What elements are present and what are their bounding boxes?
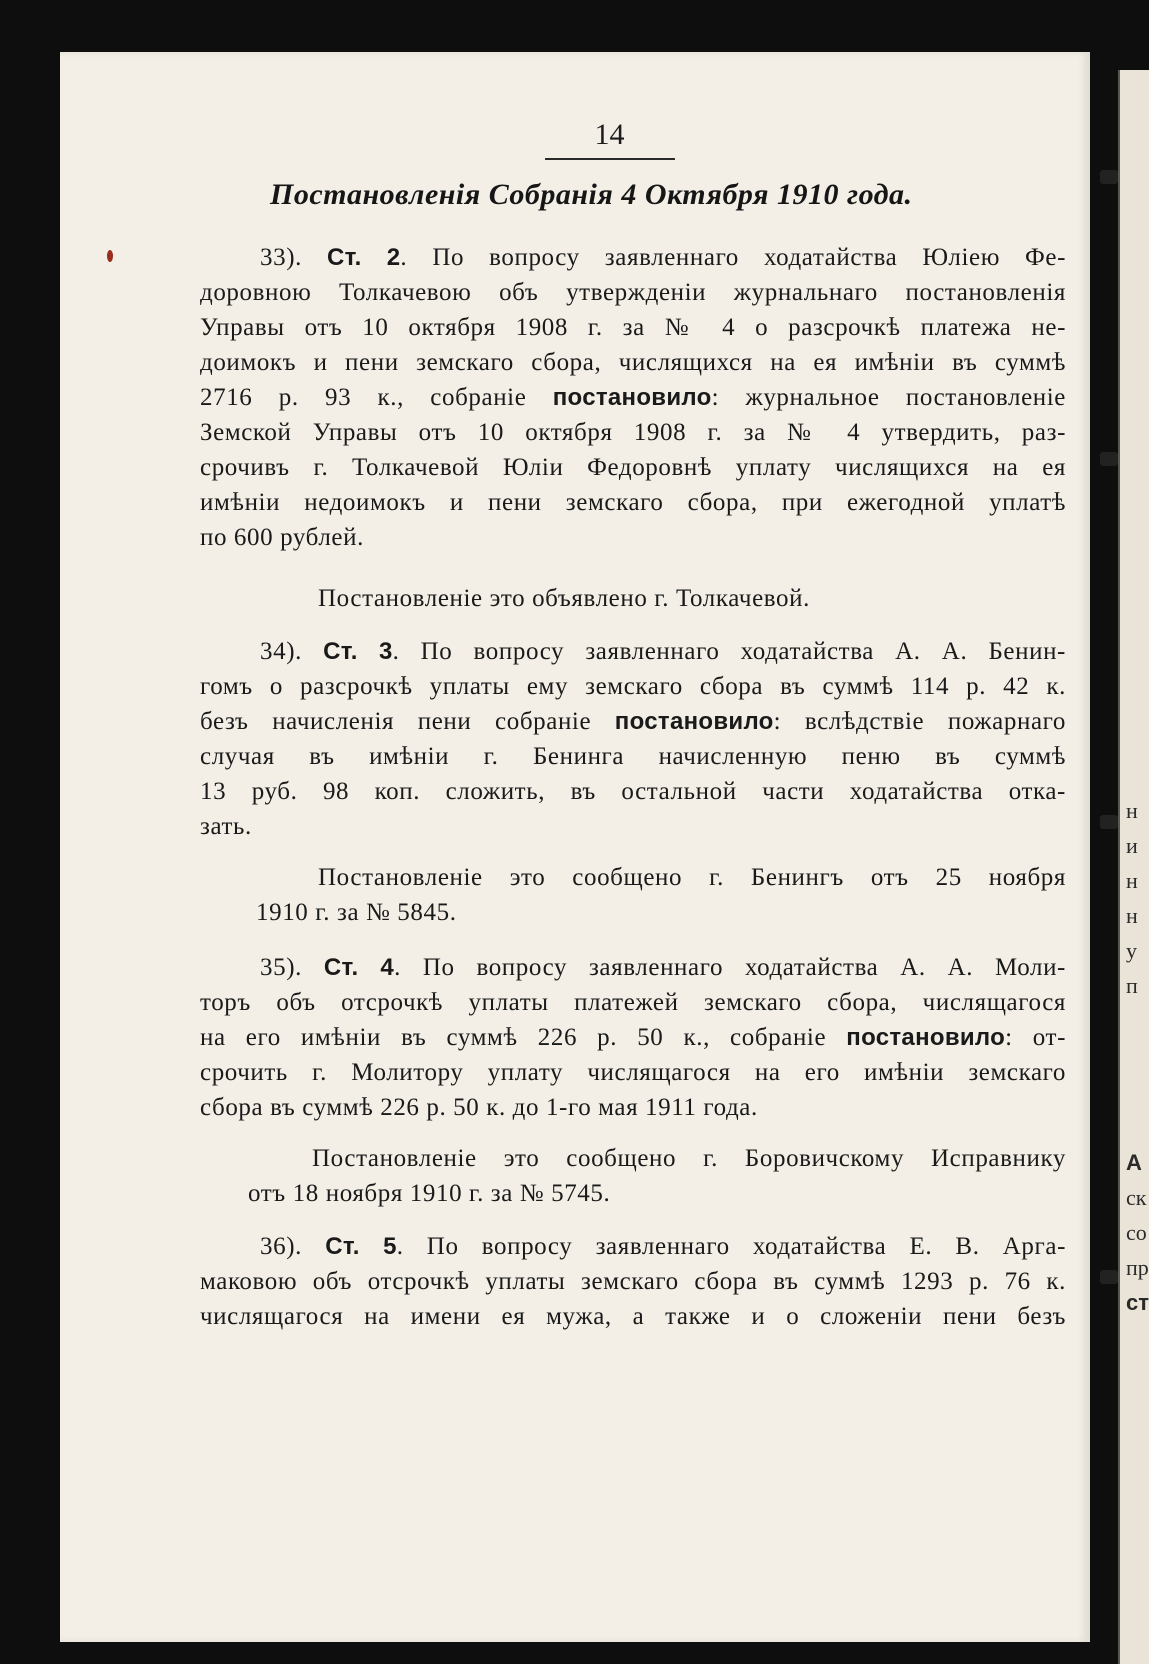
text-line: [200, 1229, 1066, 1264]
text-run: . По вопросу заявленнаго ходатайства Е. В. Арга-: [396, 1233, 1067, 1260]
adjacent-page-edge: [1118, 70, 1149, 1664]
text-run: 33).: [260, 244, 328, 271]
edge-fragment: пр: [1126, 1255, 1149, 1280]
text-line: [200, 240, 1066, 275]
edge-fragment: п: [1126, 973, 1138, 998]
text-line: доровною Толкачевою объ утвержденіи журнальнаго постановленія: [200, 279, 1066, 306]
edge-fragment: и: [1126, 833, 1138, 858]
page-number: 14: [545, 118, 675, 160]
edge-fragment: н: [1126, 798, 1138, 823]
text-run: . По вопросу заявленнаго ходатайства А. А. Моли-: [394, 954, 1066, 981]
binding-mark: [1100, 1270, 1118, 1284]
emphasis-text: постановило: [614, 708, 774, 735]
emphasis-text: Ст. 3: [323, 638, 393, 665]
note-line: Постановленіе это сообщено г. Боровичскому Исправнику: [312, 1145, 1066, 1172]
resolution-item: [200, 634, 1066, 930]
text-run: 35).: [260, 954, 324, 981]
ink-stain: [107, 250, 113, 262]
page-title: Постановленія Собранія 4 Октября 1910 года.: [270, 178, 913, 211]
text-run: 34).: [260, 638, 324, 665]
text-line: числящагося на имени ея мужа, а также и о сложеніи пени безъ: [200, 1303, 1066, 1330]
edge-fragment: ст: [1126, 1290, 1149, 1315]
text-line: гомъ о разсрочкѣ уплаты ему земскаго сбора въ суммѣ 114 р. 42 к.: [200, 673, 1066, 700]
text-line: по 600 рублей.: [200, 524, 364, 551]
resolution-item: [200, 1229, 1066, 1334]
note-line: Постановленіе это сообщено г. Бенингъ отъ 25 ноября: [318, 864, 1066, 891]
text-line: торъ объ отсрочкѣ уплаты платежей земскаго сбора, числящагося: [200, 989, 1066, 1016]
emphasis-text: постановило: [552, 384, 712, 411]
text-line: имѣніи недоимокъ и пени земскаго сбора, при ежегодной уплатѣ: [200, 489, 1066, 516]
edge-fragment: со: [1126, 1220, 1147, 1245]
text-line: зать.: [200, 813, 252, 840]
note-line: 1910 г. за № 5845.: [256, 899, 457, 926]
body-text: [200, 240, 1066, 1334]
text-line: доимокъ и пени земскаго сбора, числящихся на ея имѣніи въ суммѣ: [200, 349, 1066, 376]
text-line: [200, 1020, 1066, 1055]
emphasis-text: Ст. 5: [325, 1233, 397, 1260]
text-line: Управы отъ 10 октября 1908 г. за № 4 о разсрочкѣ платежа не-: [200, 314, 1066, 341]
binding-mark: [1100, 170, 1118, 184]
text-line: [200, 950, 1066, 985]
text-line: сбора въ суммѣ 226 р. 50 к. до 1-го мая 1911 года.: [200, 1094, 758, 1121]
note-line: Постановленіе это объявлено г. Толкачевой.: [318, 585, 810, 612]
text-run: : журнальное постановленіе: [711, 384, 1066, 411]
text-line: Земской Управы отъ 10 октября 1908 г. за № 4 утвердить, раз-: [200, 419, 1066, 446]
text-run: 36).: [260, 1233, 326, 1260]
binding-mark: [1100, 452, 1118, 466]
text-run: на его имѣніи въ суммѣ 226 р. 50 к., собраніе: [200, 1024, 847, 1051]
text-line: [200, 380, 1066, 415]
text-run: : вслѣдствіе пожарнаго: [773, 708, 1066, 735]
resolution-item: [200, 950, 1066, 1211]
emphasis-text: Ст. 4: [323, 954, 395, 981]
edge-fragment: у: [1126, 938, 1137, 963]
text-line: 13 руб. 98 коп. сложить, въ остальной части ходатайства отка-: [200, 778, 1066, 805]
text-run: : от-: [1005, 1024, 1066, 1051]
text-line: [200, 634, 1066, 669]
binding-mark: [1100, 815, 1118, 829]
resolution-note: [200, 581, 1066, 616]
resolution-note: [200, 1141, 1066, 1211]
text-line: срочивъ г. Толкачевой Юліи Федоровнѣ уплату числящихся на ея: [200, 454, 1066, 481]
resolution-item: [200, 240, 1066, 616]
edge-fragment: ск: [1126, 1185, 1147, 1210]
text-line: маковою объ отсрочкѣ уплаты земскаго сбора въ суммѣ 1293 р. 76 к.: [200, 1268, 1066, 1295]
page-header: [0, 118, 1149, 160]
text-run: 2716 р. 93 к., собраніе: [200, 384, 553, 411]
text-run: . По вопросу заявленнаго ходатайства А. А. Бенин-: [392, 638, 1066, 665]
emphasis-text: Ст. 2: [327, 244, 401, 271]
edge-fragment: н: [1126, 868, 1138, 893]
text-line: случая въ имѣніи г. Бенинга начисленную пеню въ суммѣ: [200, 743, 1066, 770]
edge-fragment: А: [1126, 1150, 1142, 1175]
text-run: . По вопросу заявленнаго ходатайства Юліею Фе-: [400, 244, 1066, 271]
resolution-note: [200, 860, 1066, 930]
text-line: срочить г. Молитору уплату числящагося на его имѣніи земскаго: [200, 1059, 1066, 1086]
emphasis-text: постановило: [846, 1024, 1006, 1051]
edge-fragment: н: [1126, 903, 1138, 928]
note-line: отъ 18 ноября 1910 г. за № 5745.: [248, 1180, 611, 1207]
text-line: [200, 704, 1066, 739]
text-run: безъ начисленія пени собраніе: [200, 708, 615, 735]
